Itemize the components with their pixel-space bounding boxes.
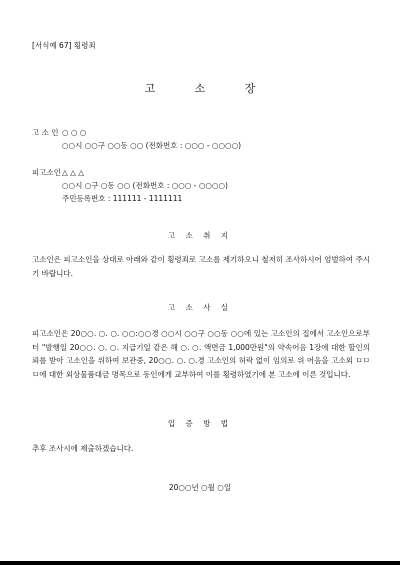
- facts-heading: 고 소 사 실: [167, 303, 233, 312]
- evidence-heading: 입 증 방 법: [167, 419, 233, 428]
- complainant-name: ○ ○ ○: [62, 128, 87, 137]
- accused-name: △ △ △: [62, 168, 85, 177]
- evidence-text: 추후 조사시에 제출하겠습니다.: [32, 444, 134, 453]
- facts-text: 피고소인은 20○○. ○. ○. ○○:○○경 ○○시 ○○구 ○○동 ○○에 있는 고소인의 집에서 고소인으로부터 "발행일 20○○. ○. ○. 지급기일 같은 해 ○. ○. 액면금 1,000만원"의 약속어음 1장에 대한 할인의뢰를 받아 고소인을 위하여 보관중, 20○○. ○. ○.경 고소인의 허락 없이 임의로 위 어음을 고소외 ㅁㅁㅁ에 대한 외상물품대금 명목으로 동인에게 교부하여 이를 횡령하였기에 본 고소에 이른 것입니다.: [32, 329, 370, 379]
- accused-resident-number: 주민등록번호 : 111111 - 1111111: [62, 194, 183, 203]
- purpose-heading: 고 소 취 지: [167, 231, 233, 240]
- document-title: 고 소 장: [144, 82, 274, 95]
- accused-label: 피고소인: [32, 168, 61, 177]
- form-number: [서식예 67] 횡령죄: [32, 41, 96, 50]
- accused-address: ○○시 ○구 ○동 ○○ (전화번호 : ○○○ - ○○○○): [62, 181, 228, 190]
- document-date: 20○○년 ○월 ○일: [168, 483, 232, 492]
- complainant-address: ○○시 ○○구 ○○동 ○○ (전화번호 : ○○○ - ○○○○): [62, 141, 242, 150]
- bottom-rule: [0, 561, 400, 565]
- complainant-label: 고 소 인: [32, 128, 59, 137]
- purpose-text: 고소인은 피고소인을 상대로 아래와 같이 횡령죄로 고소를 제기하오니 철저히 조사하시어 엄벌하여 주시기 바랍니다.: [32, 255, 370, 278]
